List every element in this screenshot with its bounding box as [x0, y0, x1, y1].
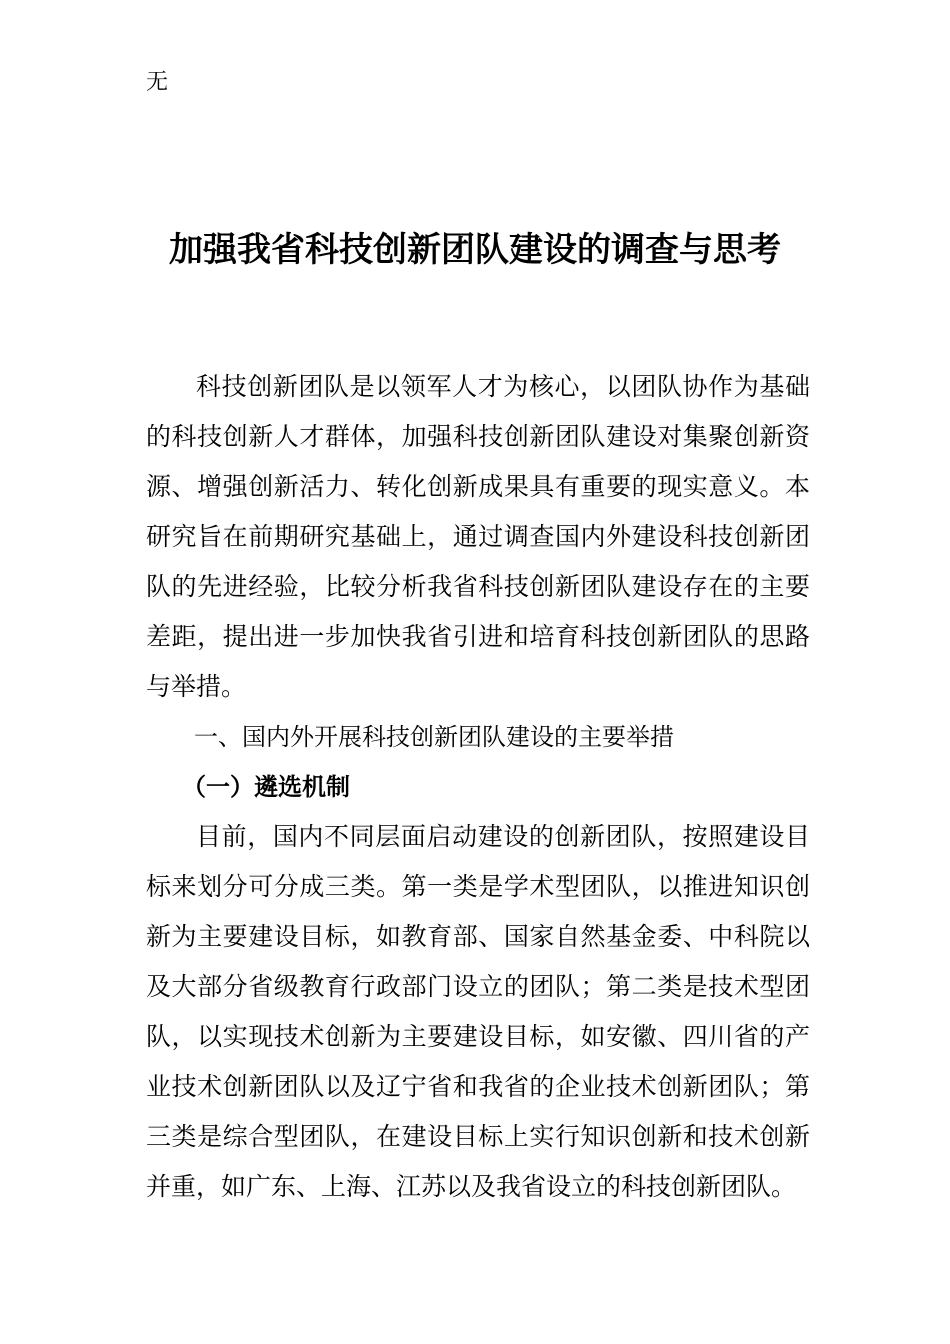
document-title: 加强我省科技创新团队建设的调查与思考 — [169, 230, 781, 270]
subsection-heading: （一）遴选机制 — [182, 773, 350, 801]
intro-paragraph: 科技创新团队是以领军人才为核心，以团队协作为基础的科技创新人才群体，加强科技创新团队建设对集聚创新资源、增强创新活力、转化创新成果具有重要的现实意义。本研究旨在前期研究基础上，通过调查国内外建设科技创新团队的先进经验，比较分析我省科技创新团队建设存在的主要差距，提出进一步加快我省引进和培育科技创新团队的思路与举措。 — [146, 372, 810, 701]
document-body — [146, 362, 810, 1212]
section-heading: 一、国内外开展科技创新团队建设的主要举措 — [194, 723, 674, 751]
subsection-paragraph: 目前，国内不同层面启动建设的创新团队，按照建设目标来划分可分成三类。第一类是学术型团队，以推进知识创新为主要建设目标，如教育部、国家自然基金委、中科院以及大部分省级教育行政部门设立的团队；第二类是技术型团队，以实现技术创新为主要建设目标，如安徽、四川省的产业技术创新团队以及辽宁省和我省的企业技术创新团队；第三类是综合型团队，在建设目标上实行知识创新和技术创新并重，如广东、上海、江苏以及我省设立的科技创新团队。 — [146, 822, 810, 1201]
header-mark: 无 — [146, 70, 169, 95]
